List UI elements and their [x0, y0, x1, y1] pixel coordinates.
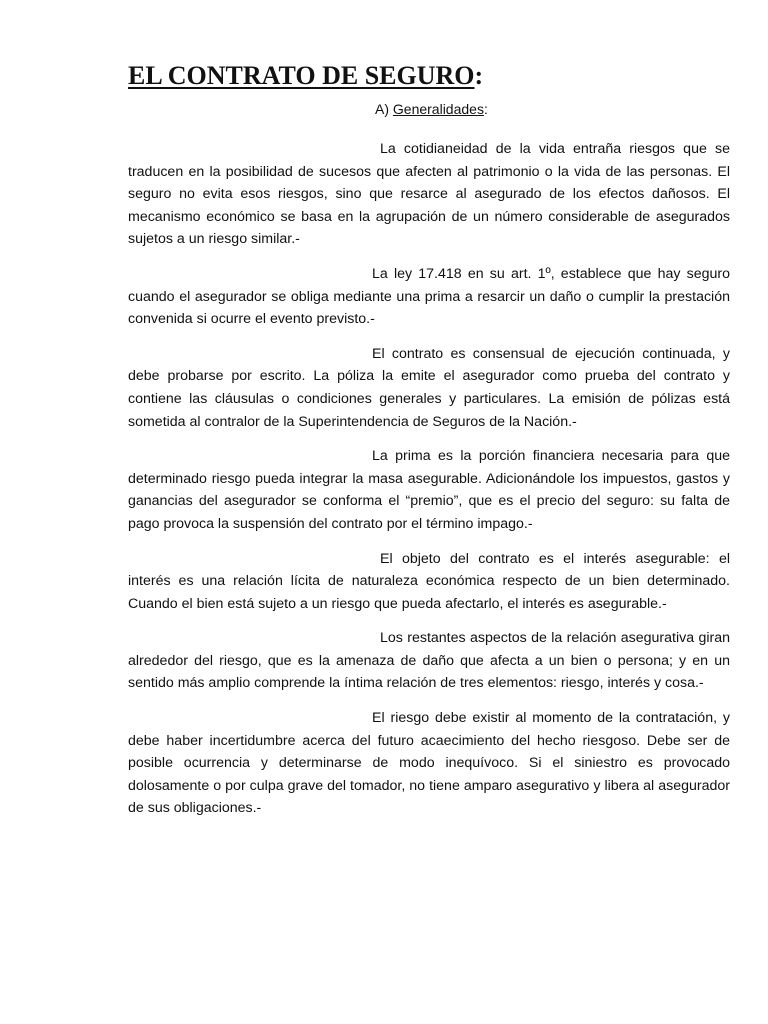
paragraph-4-text: La prima es la porción financiera necesaria para que determinado riesgo pueda integrar la masa asegurable. Adicionándole los impuestos, gastos y ganancias del asegurador se conforma el “premio”, que es el precio del seguro: su falta de pago provoca la suspensión del contrato por el término impago.- — [128, 448, 730, 532]
section-colon: : — [483, 101, 488, 117]
document-title — [128, 60, 730, 92]
paragraph-5-text: El objeto del contrato es el interés asegurable: el interés es una relación lícita de naturaleza económica respecto de un bien determinado. Cuando el bien está sujeto a un riesgo que pueda afectarlo, el interés es asegurable.- — [128, 550, 730, 612]
paragraph-1 — [128, 138, 730, 251]
paragraph-4 — [128, 445, 730, 535]
paragraph-1-text: La cotidianeidad de la vida entraña riesgos que se traducen en la posibilidad de sucesos que afecten al patrimonio o la vida de las personas. El seguro no evita esos riesgos, sino que resarce al asegurado de los efectos dañosos. El mecanismo económico se basa en la agrupación de un número considerable de asegurados sujetos a un riesgo similar.- — [128, 141, 730, 248]
paragraph-6 — [128, 627, 730, 695]
paragraph-2-text: La ley 17.418 en su art. 1º, establece que hay seguro cuando el asegurador se obliga mediante una prima a resarcir un daño o cumplir la prestación convenida si ocurre el evento previsto.- — [128, 265, 730, 328]
paragraph-6-text: Los restantes aspectos de la relación asegurativa giran alrededor del riesgo, que es la amenaza de daño que afecta a un bien o persona; y en un sentido más amplio comprende la íntima relación de tres elementos: riesgo, interés y cosa.- — [128, 630, 730, 692]
paragraph-3-text: El contrato es consensual de ejecución continuada, y debe probarse por escrito. La póliza la emite el asegurador como prueba del contrato y contiene las cláusulas o condiciones generales y particulares. La emisión de pólizas está sometida al contralor de la Superintendencia de Seguros de la Nación.- — [128, 345, 730, 430]
document-page — [128, 60, 730, 832]
section-label: Generalidades — [392, 101, 484, 117]
paragraph-2 — [128, 263, 730, 331]
section-heading — [128, 98, 730, 120]
paragraph-7 — [128, 707, 730, 820]
title-text: EL CONTRATO DE SEGURO — [128, 61, 475, 90]
paragraph-5 — [128, 548, 730, 616]
section-prefix: A) — [375, 101, 393, 117]
paragraph-3 — [128, 343, 730, 433]
paragraph-7-text: El riesgo debe existir al momento de la contratación, y debe haber incertidumbre acerca del futuro acaecimiento del hecho riesgoso. Debe ser de posible ocurrencia y determinarse de modo inequívoco. Si el siniestro es provocado dolosamente o por culpa grave del tomador, no tiene amparo asegurativo y libera al asegurador de sus obligaciones.- — [128, 710, 730, 817]
title-colon: : — [474, 61, 484, 90]
